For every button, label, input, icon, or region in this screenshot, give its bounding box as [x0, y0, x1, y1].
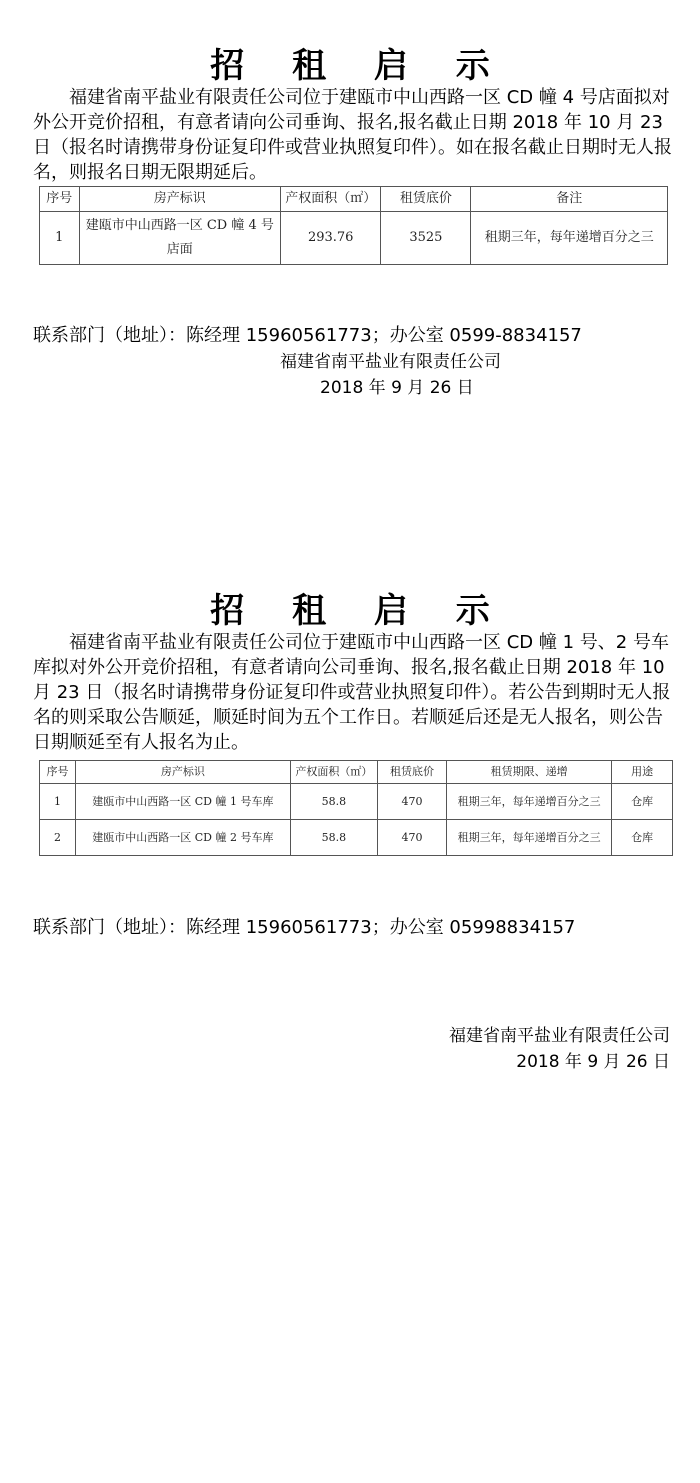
cell-seq: 1 [40, 784, 76, 820]
table-row [40, 820, 673, 856]
table-header-row [40, 187, 668, 212]
table-row [40, 212, 668, 265]
cell-term: 租期三年，每年递增百分之三 [446, 820, 611, 856]
cell-property: 建瓯市中山西路一区 CD 幢 1 号车库 [75, 784, 290, 820]
header-remark: 备注 [471, 187, 668, 212]
cell-area: 58.8 [290, 784, 377, 820]
cell-term: 租期三年，每年递增百分之三 [446, 784, 611, 820]
notice1-contact: 联系部门（地址）：陈经理 15960561773；办公室 0599-8834157 [33, 325, 582, 346]
notice1-table [39, 186, 668, 265]
cell-property: 建瓯市中山西路一区 CD 幢 2 号车库 [75, 820, 290, 856]
cell-property: 建瓯市中山西路一区 CD 幢 4 号店面 [79, 212, 281, 265]
header-seq: 序号 [40, 187, 80, 212]
notice1-company: 福建省南平盐业有限责任公司 [280, 352, 501, 372]
notice2-title: 招 租 启 示 [210, 591, 508, 631]
cell-area: 58.8 [290, 820, 377, 856]
cell-price: 470 [378, 820, 447, 856]
cell-use: 仓库 [612, 820, 673, 856]
header-property: 房产标识 [79, 187, 281, 212]
cell-remark: 租期三年，每年递增百分之三 [471, 212, 668, 265]
notice2-body: 福建省南平盐业有限责任公司位于建瓯市中山西路一区 CD 幢 1 号、2 号车库拟对外公开竞价招租，有意者请向公司垂询、报名,报名截止日期 2018 年 10 月 23 日（报名时请携带身份证复印件或营业执照复印件）。若公告到期时无人报名的则采取公告顺延，顺延时间为五个工作日。若顺延后还是无人报名，则公告日期顺延至有人报名为止。 [33, 632, 671, 753]
notice2-table [39, 760, 673, 856]
header-use: 用途 [612, 761, 673, 784]
notice2-date: 2018 年 9 月 26 日 [516, 1052, 670, 1072]
notice2-company: 福建省南平盐业有限责任公司 [449, 1026, 670, 1046]
cell-price: 470 [378, 784, 447, 820]
header-price: 租赁底价 [381, 187, 471, 212]
table-header-row [40, 761, 673, 784]
cell-use: 仓库 [612, 784, 673, 820]
cell-seq: 1 [40, 212, 80, 265]
notice1-title: 招 租 启 示 [210, 46, 508, 86]
table-row [40, 784, 673, 820]
notice1-body: 福建省南平盐业有限责任公司位于建瓯市中山西路一区 CD 幢 4 号店面拟对外公开竞价招租，有意者请向公司垂询、报名,报名截止日期 2018 年 10 月 23 日（报名时请携带身份证复印件或营业执照复印件）。如在报名截止日期时无人报名，则报名日期无限期延后。 [33, 87, 672, 183]
header-property: 房产标识 [75, 761, 290, 784]
header-area: 产权面积（㎡） [281, 187, 381, 212]
header-area: 产权面积（㎡） [290, 761, 377, 784]
cell-seq: 2 [40, 820, 76, 856]
notice2-contact: 联系部门（地址）：陈经理 15960561773；办公室 05998834157 [33, 917, 576, 938]
cell-area: 293.76 [281, 212, 381, 265]
header-seq: 序号 [40, 761, 76, 784]
header-price: 租赁底价 [378, 761, 447, 784]
notice1-date: 2018 年 9 月 26 日 [320, 378, 474, 398]
cell-price: 3525 [381, 212, 471, 265]
header-term: 租赁期限、递增 [446, 761, 611, 784]
